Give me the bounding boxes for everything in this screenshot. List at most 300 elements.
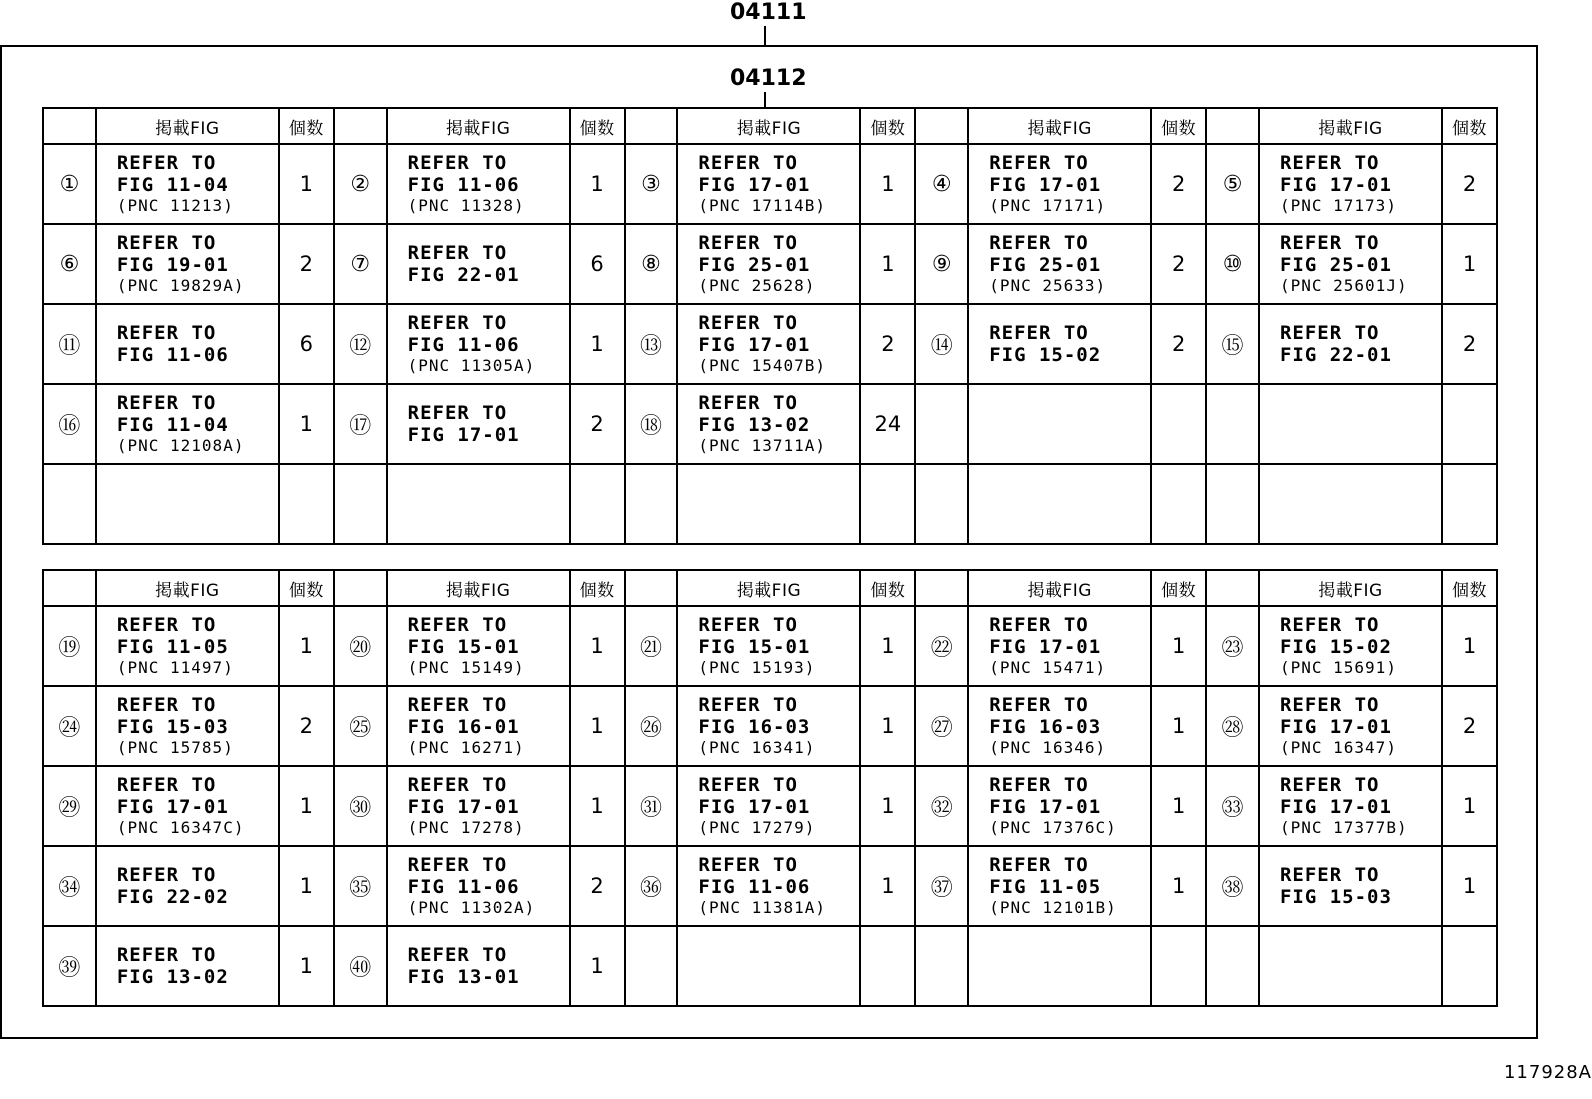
fig-reference-cell (96, 766, 279, 846)
refer-to-text: REFER TO (407, 614, 508, 636)
fig-reference-cell (677, 304, 860, 384)
pnc-text: (PNC 19829A) (116, 276, 245, 295)
fig-number-text: FIG 15-03 (116, 716, 229, 738)
fig-number-text: FIG 13-02 (698, 414, 811, 436)
fig-number-text: FIG 16-01 (407, 716, 520, 738)
item-number: ㉔ (43, 686, 96, 766)
fig-reference-cell (677, 384, 860, 464)
item-number: ㉘ (1206, 686, 1259, 766)
fig-reference-cell (1259, 606, 1442, 686)
fig-reference-cell (677, 686, 860, 766)
fig-number-text: FIG 17-01 (1279, 174, 1392, 196)
item-number: ㊳ (1206, 846, 1259, 926)
header-qty: 個数 (1442, 570, 1497, 606)
quantity: 6 (279, 304, 334, 384)
fig-reference-cell (968, 384, 1151, 464)
item-number: ⑪ (43, 304, 96, 384)
fig-reference-cell (387, 846, 570, 926)
header-fig: 掲載FIG (968, 570, 1151, 606)
item-number (915, 926, 968, 1006)
quantity: 1 (570, 304, 625, 384)
refer-to-text: REFER TO (116, 864, 217, 886)
fig-reference-cell (677, 144, 860, 224)
fig-number-text: FIG 15-02 (1279, 636, 1392, 658)
header-qty: 個数 (1151, 108, 1206, 144)
item-number: ⑰ (334, 384, 387, 464)
quantity (1442, 926, 1497, 1006)
item-number: ㉞ (43, 846, 96, 926)
fig-reference-cell (968, 926, 1151, 1006)
header-qty: 個数 (279, 570, 334, 606)
refer-to-text: REFER TO (989, 152, 1089, 174)
pnc-text: (PNC 11328) (407, 196, 525, 215)
refer-to-text: REFER TO (989, 774, 1089, 796)
fig-reference-cell (387, 686, 570, 766)
quantity: 1 (1151, 686, 1206, 766)
refer-to-text: REFER TO (1279, 694, 1380, 716)
quantity: 1 (860, 606, 915, 686)
header-fig: 掲載FIG (1259, 570, 1442, 606)
fig-number-text: FIG 17-01 (989, 174, 1102, 196)
item-number: ⑤ (1206, 144, 1259, 224)
refer-to-text: REFER TO (116, 614, 217, 636)
item-number: ㉒ (915, 606, 968, 686)
table-row (43, 926, 1497, 1006)
item-number (625, 926, 678, 1006)
item-number: ㊱ (625, 846, 678, 926)
refer-to-text: REFER TO (407, 402, 508, 424)
quantity (1442, 464, 1497, 544)
fig-reference-cell (968, 606, 1151, 686)
pnc-text: (PNC 15149) (407, 658, 525, 677)
pnc-text: (PNC 16347) (1279, 738, 1397, 757)
quantity: 1 (1151, 766, 1206, 846)
quantity (279, 464, 334, 544)
fig-number-text: FIG 11-06 (698, 876, 811, 898)
pnc-text: (PNC 11381A) (698, 898, 827, 917)
pnc-text: (PNC 17171) (989, 196, 1107, 215)
fig-number-text: FIG 15-03 (1279, 886, 1392, 908)
refer-to-text: REFER TO (116, 694, 217, 716)
fig-reference-cell (96, 304, 279, 384)
quantity: 1 (570, 144, 625, 224)
item-number: ㉕ (334, 686, 387, 766)
fig-reference-cell (1259, 926, 1442, 1006)
pnc-text: (PNC 11302A) (407, 898, 536, 917)
header-blank (625, 570, 678, 606)
refer-to-text: REFER TO (407, 774, 508, 796)
quantity: 1 (279, 926, 334, 1006)
quantity: 2 (279, 224, 334, 304)
item-number (334, 464, 387, 544)
quantity (570, 464, 625, 544)
assembly-label-04111: 04111 (730, 0, 807, 25)
refer-to-text: REFER TO (116, 944, 217, 966)
quantity: 1 (860, 766, 915, 846)
fig-number-text: FIG 15-02 (989, 344, 1102, 366)
header-qty: 個数 (860, 570, 915, 606)
table-header-row (43, 570, 1497, 606)
item-number: ② (334, 144, 387, 224)
fig-number-text: FIG 11-04 (116, 174, 229, 196)
header-fig: 掲載FIG (677, 108, 860, 144)
fig-number-text: FIG 16-03 (989, 716, 1102, 738)
header-fig: 掲載FIG (968, 108, 1151, 144)
quantity (860, 464, 915, 544)
quantity: 2 (1442, 144, 1497, 224)
fig-reference-cell (677, 766, 860, 846)
item-number: ① (43, 144, 96, 224)
leader-line-top (764, 26, 766, 46)
refer-to-text: REFER TO (1279, 322, 1380, 344)
refer-to-text: REFER TO (989, 854, 1089, 876)
fig-number-text: FIG 17-01 (407, 796, 520, 818)
table-row (43, 144, 1497, 224)
fig-reference-cell (96, 846, 279, 926)
refer-to-text: REFER TO (407, 694, 508, 716)
fig-number-text: FIG 16-03 (698, 716, 811, 738)
fig-reference-cell (387, 144, 570, 224)
fig-reference-cell (387, 606, 570, 686)
item-number: ㊴ (43, 926, 96, 1006)
item-number (915, 384, 968, 464)
refer-to-text: REFER TO (407, 152, 508, 174)
item-number: ㉑ (625, 606, 678, 686)
fig-reference-cell (96, 926, 279, 1006)
fig-number-text: FIG 22-02 (116, 886, 229, 908)
pnc-text: (PNC 15691) (1279, 658, 1397, 677)
fig-reference-cell (1259, 384, 1442, 464)
fig-number-text: FIG 11-06 (407, 334, 520, 356)
header-blank (915, 108, 968, 144)
quantity: 1 (279, 846, 334, 926)
quantity: 1 (279, 144, 334, 224)
parts-reference-table-2 (42, 569, 1498, 1007)
item-number: ⑬ (625, 304, 678, 384)
fig-number-text: FIG 17-01 (1279, 796, 1392, 818)
fig-reference-cell (387, 384, 570, 464)
item-number (915, 464, 968, 544)
quantity: 6 (570, 224, 625, 304)
header-fig: 掲載FIG (387, 108, 570, 144)
fig-reference-cell (677, 606, 860, 686)
quantity: 2 (1151, 304, 1206, 384)
fig-number-text: FIG 15-01 (407, 636, 520, 658)
item-number: ㉟ (334, 846, 387, 926)
quantity: 2 (279, 686, 334, 766)
quantity: 1 (860, 846, 915, 926)
table-row (43, 464, 1497, 544)
fig-number-text: FIG 15-01 (698, 636, 811, 658)
quantity: 1 (1151, 846, 1206, 926)
parts-reference-table-1 (42, 107, 1498, 545)
refer-to-text: REFER TO (116, 322, 217, 344)
refer-to-text: REFER TO (407, 242, 508, 264)
refer-to-text: REFER TO (698, 232, 798, 254)
item-number: ⑦ (334, 224, 387, 304)
quantity: 2 (1442, 304, 1497, 384)
fig-number-text: FIG 11-05 (116, 636, 229, 658)
fig-number-text: FIG 17-01 (698, 174, 811, 196)
refer-to-text: REFER TO (407, 312, 508, 334)
fig-number-text: FIG 17-01 (116, 796, 229, 818)
pnc-text: (PNC 25601J) (1279, 276, 1408, 295)
pnc-text: (PNC 15471) (989, 658, 1107, 677)
header-qty: 個数 (570, 108, 625, 144)
item-number: ㉚ (334, 766, 387, 846)
item-number: ㉜ (915, 766, 968, 846)
quantity (860, 926, 915, 1006)
fig-reference-cell (677, 464, 860, 544)
header-qty: 個数 (860, 108, 915, 144)
item-number: ㊵ (334, 926, 387, 1006)
pnc-text: (PNC 11305A) (407, 356, 536, 375)
header-qty: 個数 (1151, 570, 1206, 606)
item-number: ⑧ (625, 224, 678, 304)
fig-reference-cell (1259, 846, 1442, 926)
pnc-text: (PNC 17173) (1279, 196, 1397, 215)
fig-number-text: FIG 17-01 (698, 334, 811, 356)
fig-reference-cell (968, 846, 1151, 926)
header-fig: 掲載FIG (387, 570, 570, 606)
header-qty: 個数 (279, 108, 334, 144)
pnc-text: (PNC 17114B) (698, 196, 827, 215)
refer-to-text: REFER TO (698, 854, 798, 876)
item-number: ⑫ (334, 304, 387, 384)
fig-reference-cell (968, 686, 1151, 766)
refer-to-text: REFER TO (1279, 152, 1380, 174)
fig-reference-cell (677, 846, 860, 926)
item-number: ⑨ (915, 224, 968, 304)
refer-to-text: REFER TO (116, 774, 217, 796)
quantity: 1 (570, 766, 625, 846)
leader-line-sub (764, 92, 766, 108)
fig-reference-cell (968, 766, 1151, 846)
quantity: 1 (860, 144, 915, 224)
pnc-text: (PNC 16341) (698, 738, 816, 757)
header-blank (334, 570, 387, 606)
fig-reference-cell (968, 464, 1151, 544)
fig-reference-cell (387, 304, 570, 384)
quantity: 1 (1442, 224, 1497, 304)
refer-to-text: REFER TO (698, 614, 798, 636)
refer-to-text: REFER TO (698, 392, 798, 414)
pnc-text: (PNC 15193) (698, 658, 816, 677)
fig-number-text: FIG 11-05 (989, 876, 1102, 898)
table-row (43, 304, 1497, 384)
fig-number-text: FIG 25-01 (1279, 254, 1392, 276)
fig-reference-cell (968, 144, 1151, 224)
item-number: ⑩ (1206, 224, 1259, 304)
header-qty: 個数 (1442, 108, 1497, 144)
pnc-text: (PNC 12101B) (989, 898, 1117, 917)
header-fig: 掲載FIG (1259, 108, 1442, 144)
item-number (43, 464, 96, 544)
header-fig: 掲載FIG (677, 570, 860, 606)
fig-reference-cell (387, 224, 570, 304)
fig-reference-cell (387, 766, 570, 846)
item-number: ⑱ (625, 384, 678, 464)
item-number: ⑲ (43, 606, 96, 686)
item-number: ⑮ (1206, 304, 1259, 384)
fig-number-text: FIG 11-06 (407, 174, 520, 196)
header-blank (1206, 108, 1259, 144)
pnc-text: (PNC 15785) (116, 738, 234, 757)
fig-reference-cell (1259, 464, 1442, 544)
pnc-text: (PNC 25633) (989, 276, 1107, 295)
pnc-text: (PNC 11497) (116, 658, 234, 677)
quantity: 24 (860, 384, 915, 464)
fig-reference-cell (1259, 224, 1442, 304)
quantity: 1 (570, 686, 625, 766)
quantity: 2 (1151, 144, 1206, 224)
fig-number-text: FIG 17-01 (989, 636, 1102, 658)
fig-number-text: FIG 25-01 (698, 254, 811, 276)
fig-reference-cell (387, 464, 570, 544)
fig-reference-cell (96, 464, 279, 544)
fig-number-text: FIG 13-01 (407, 966, 520, 988)
quantity: 1 (279, 766, 334, 846)
refer-to-text: REFER TO (989, 614, 1089, 636)
refer-to-text: REFER TO (698, 312, 798, 334)
table-row (43, 606, 1497, 686)
table-row (43, 766, 1497, 846)
header-blank (334, 108, 387, 144)
fig-number-text: FIG 11-06 (116, 344, 229, 366)
pnc-text: (PNC 13711A) (698, 436, 827, 455)
quantity: 1 (279, 606, 334, 686)
header-fig: 掲載FIG (96, 570, 279, 606)
refer-to-text: REFER TO (407, 854, 508, 876)
refer-to-text: REFER TO (698, 694, 798, 716)
fig-number-text: FIG 11-04 (116, 414, 229, 436)
item-number (1206, 384, 1259, 464)
fig-reference-cell (1259, 766, 1442, 846)
quantity: 1 (860, 224, 915, 304)
item-number: ㉝ (1206, 766, 1259, 846)
item-number: ⑯ (43, 384, 96, 464)
fig-number-text: FIG 22-01 (407, 264, 520, 286)
refer-to-text: REFER TO (698, 774, 798, 796)
item-number: ⑳ (334, 606, 387, 686)
table-row (43, 686, 1497, 766)
item-number: ⑭ (915, 304, 968, 384)
fig-reference-cell (677, 224, 860, 304)
quantity (1151, 464, 1206, 544)
refer-to-text: REFER TO (407, 944, 508, 966)
pnc-text: (PNC 16271) (407, 738, 525, 757)
fig-reference-cell (96, 606, 279, 686)
refer-to-text: REFER TO (989, 322, 1089, 344)
quantity: 2 (1151, 224, 1206, 304)
pnc-text: (PNC 12108A) (116, 436, 245, 455)
refer-to-text: REFER TO (989, 232, 1089, 254)
drawing-id: 117928A (1503, 1062, 1592, 1083)
refer-to-text: REFER TO (1279, 774, 1380, 796)
header-fig: 掲載FIG (96, 108, 279, 144)
quantity: 1 (1442, 846, 1497, 926)
header-blank (915, 570, 968, 606)
item-number: ㉖ (625, 686, 678, 766)
fig-reference-cell (1259, 304, 1442, 384)
fig-reference-cell (96, 144, 279, 224)
quantity: 1 (860, 686, 915, 766)
table-header-row (43, 108, 1497, 144)
refer-to-text: REFER TO (989, 694, 1089, 716)
quantity: 2 (570, 384, 625, 464)
assembly-label-04112: 04112 (730, 66, 807, 91)
fig-number-text: FIG 13-02 (116, 966, 229, 988)
fig-reference-cell (1259, 686, 1442, 766)
fig-number-text: FIG 17-01 (698, 796, 811, 818)
quantity: 1 (1442, 606, 1497, 686)
table-row (43, 224, 1497, 304)
table-row (43, 846, 1497, 926)
pnc-text: (PNC 17377B) (1279, 818, 1408, 837)
quantity: 1 (1442, 766, 1497, 846)
refer-to-text: REFER TO (116, 152, 217, 174)
pnc-text: (PNC 16346) (989, 738, 1107, 757)
fig-reference-cell (1259, 144, 1442, 224)
fig-number-text: FIG 17-01 (1279, 716, 1392, 738)
pnc-text: (PNC 25628) (698, 276, 816, 295)
quantity: 1 (570, 606, 625, 686)
item-number: ㉛ (625, 766, 678, 846)
pnc-text: (PNC 11213) (116, 196, 234, 215)
item-number (1206, 926, 1259, 1006)
item-number (1206, 464, 1259, 544)
pnc-text: (PNC 17376C) (989, 818, 1117, 837)
table-row (43, 384, 1497, 464)
fig-reference-cell (96, 384, 279, 464)
fig-number-text: FIG 17-01 (407, 424, 520, 446)
item-number: ④ (915, 144, 968, 224)
pnc-text: (PNC 17278) (407, 818, 525, 837)
quantity (1442, 384, 1497, 464)
fig-number-text: FIG 19-01 (116, 254, 229, 276)
item-number: ㉓ (1206, 606, 1259, 686)
refer-to-text: REFER TO (116, 392, 217, 414)
fig-reference-cell (96, 686, 279, 766)
quantity (1151, 384, 1206, 464)
refer-to-text: REFER TO (1279, 614, 1380, 636)
refer-to-text: REFER TO (1279, 864, 1380, 886)
header-blank (625, 108, 678, 144)
refer-to-text: REFER TO (1279, 232, 1380, 254)
fig-number-text: FIG 25-01 (989, 254, 1102, 276)
pnc-text: (PNC 16347C) (116, 818, 245, 837)
fig-number-text: FIG 17-01 (989, 796, 1102, 818)
header-blank (43, 570, 96, 606)
item-number: ⑥ (43, 224, 96, 304)
fig-number-text: FIG 22-01 (1279, 344, 1392, 366)
fig-reference-cell (968, 224, 1151, 304)
fig-reference-cell (968, 304, 1151, 384)
refer-to-text: REFER TO (698, 152, 798, 174)
header-qty: 個数 (570, 570, 625, 606)
quantity: 1 (279, 384, 334, 464)
header-blank (1206, 570, 1259, 606)
pnc-text: (PNC 15407B) (698, 356, 827, 375)
quantity: 2 (570, 846, 625, 926)
item-number: ③ (625, 144, 678, 224)
quantity: 2 (860, 304, 915, 384)
item-number: ㊲ (915, 846, 968, 926)
item-number: ㉙ (43, 766, 96, 846)
item-number: ㉗ (915, 686, 968, 766)
pnc-text: (PNC 17279) (698, 818, 816, 837)
refer-to-text: REFER TO (116, 232, 217, 254)
